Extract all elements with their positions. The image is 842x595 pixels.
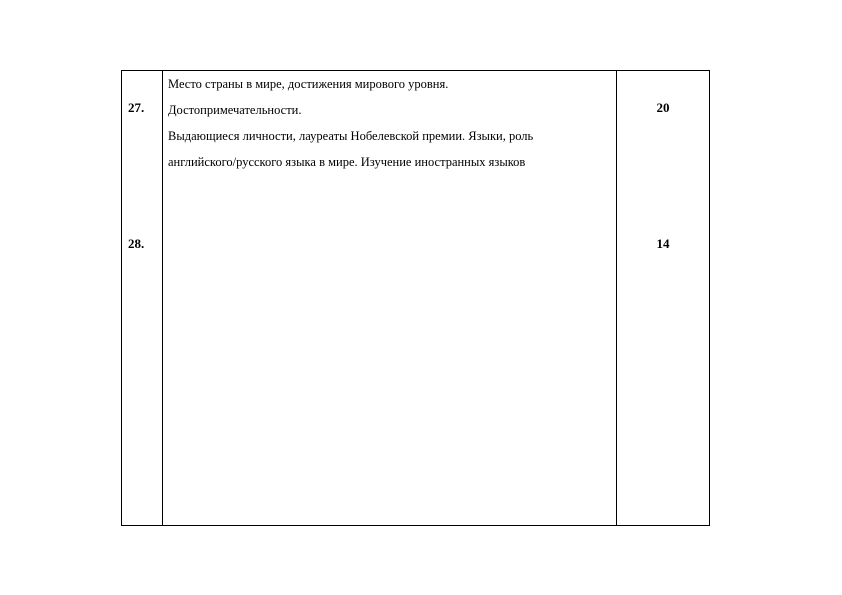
row-hours-28: 14 (656, 236, 670, 251)
row-content-27 (168, 71, 608, 175)
curriculum-table (121, 70, 710, 526)
column-divider-number (162, 71, 163, 525)
content-line: английского/русского языка в мире. Изучение иностранных языков (168, 155, 526, 169)
row-number-27: 27. (128, 100, 145, 115)
column-divider-hours (616, 71, 617, 525)
content-line: Выдающиеся личности, лауреаты Нобелевской премии. Языки, роль (168, 129, 534, 143)
content-line: Достопримечательности. (168, 103, 302, 117)
row-hours-27: 20 (656, 100, 670, 115)
row-number-28: 28. (128, 236, 145, 251)
content-line: Место страны в мире, достижения мирового уровня. (168, 77, 449, 91)
